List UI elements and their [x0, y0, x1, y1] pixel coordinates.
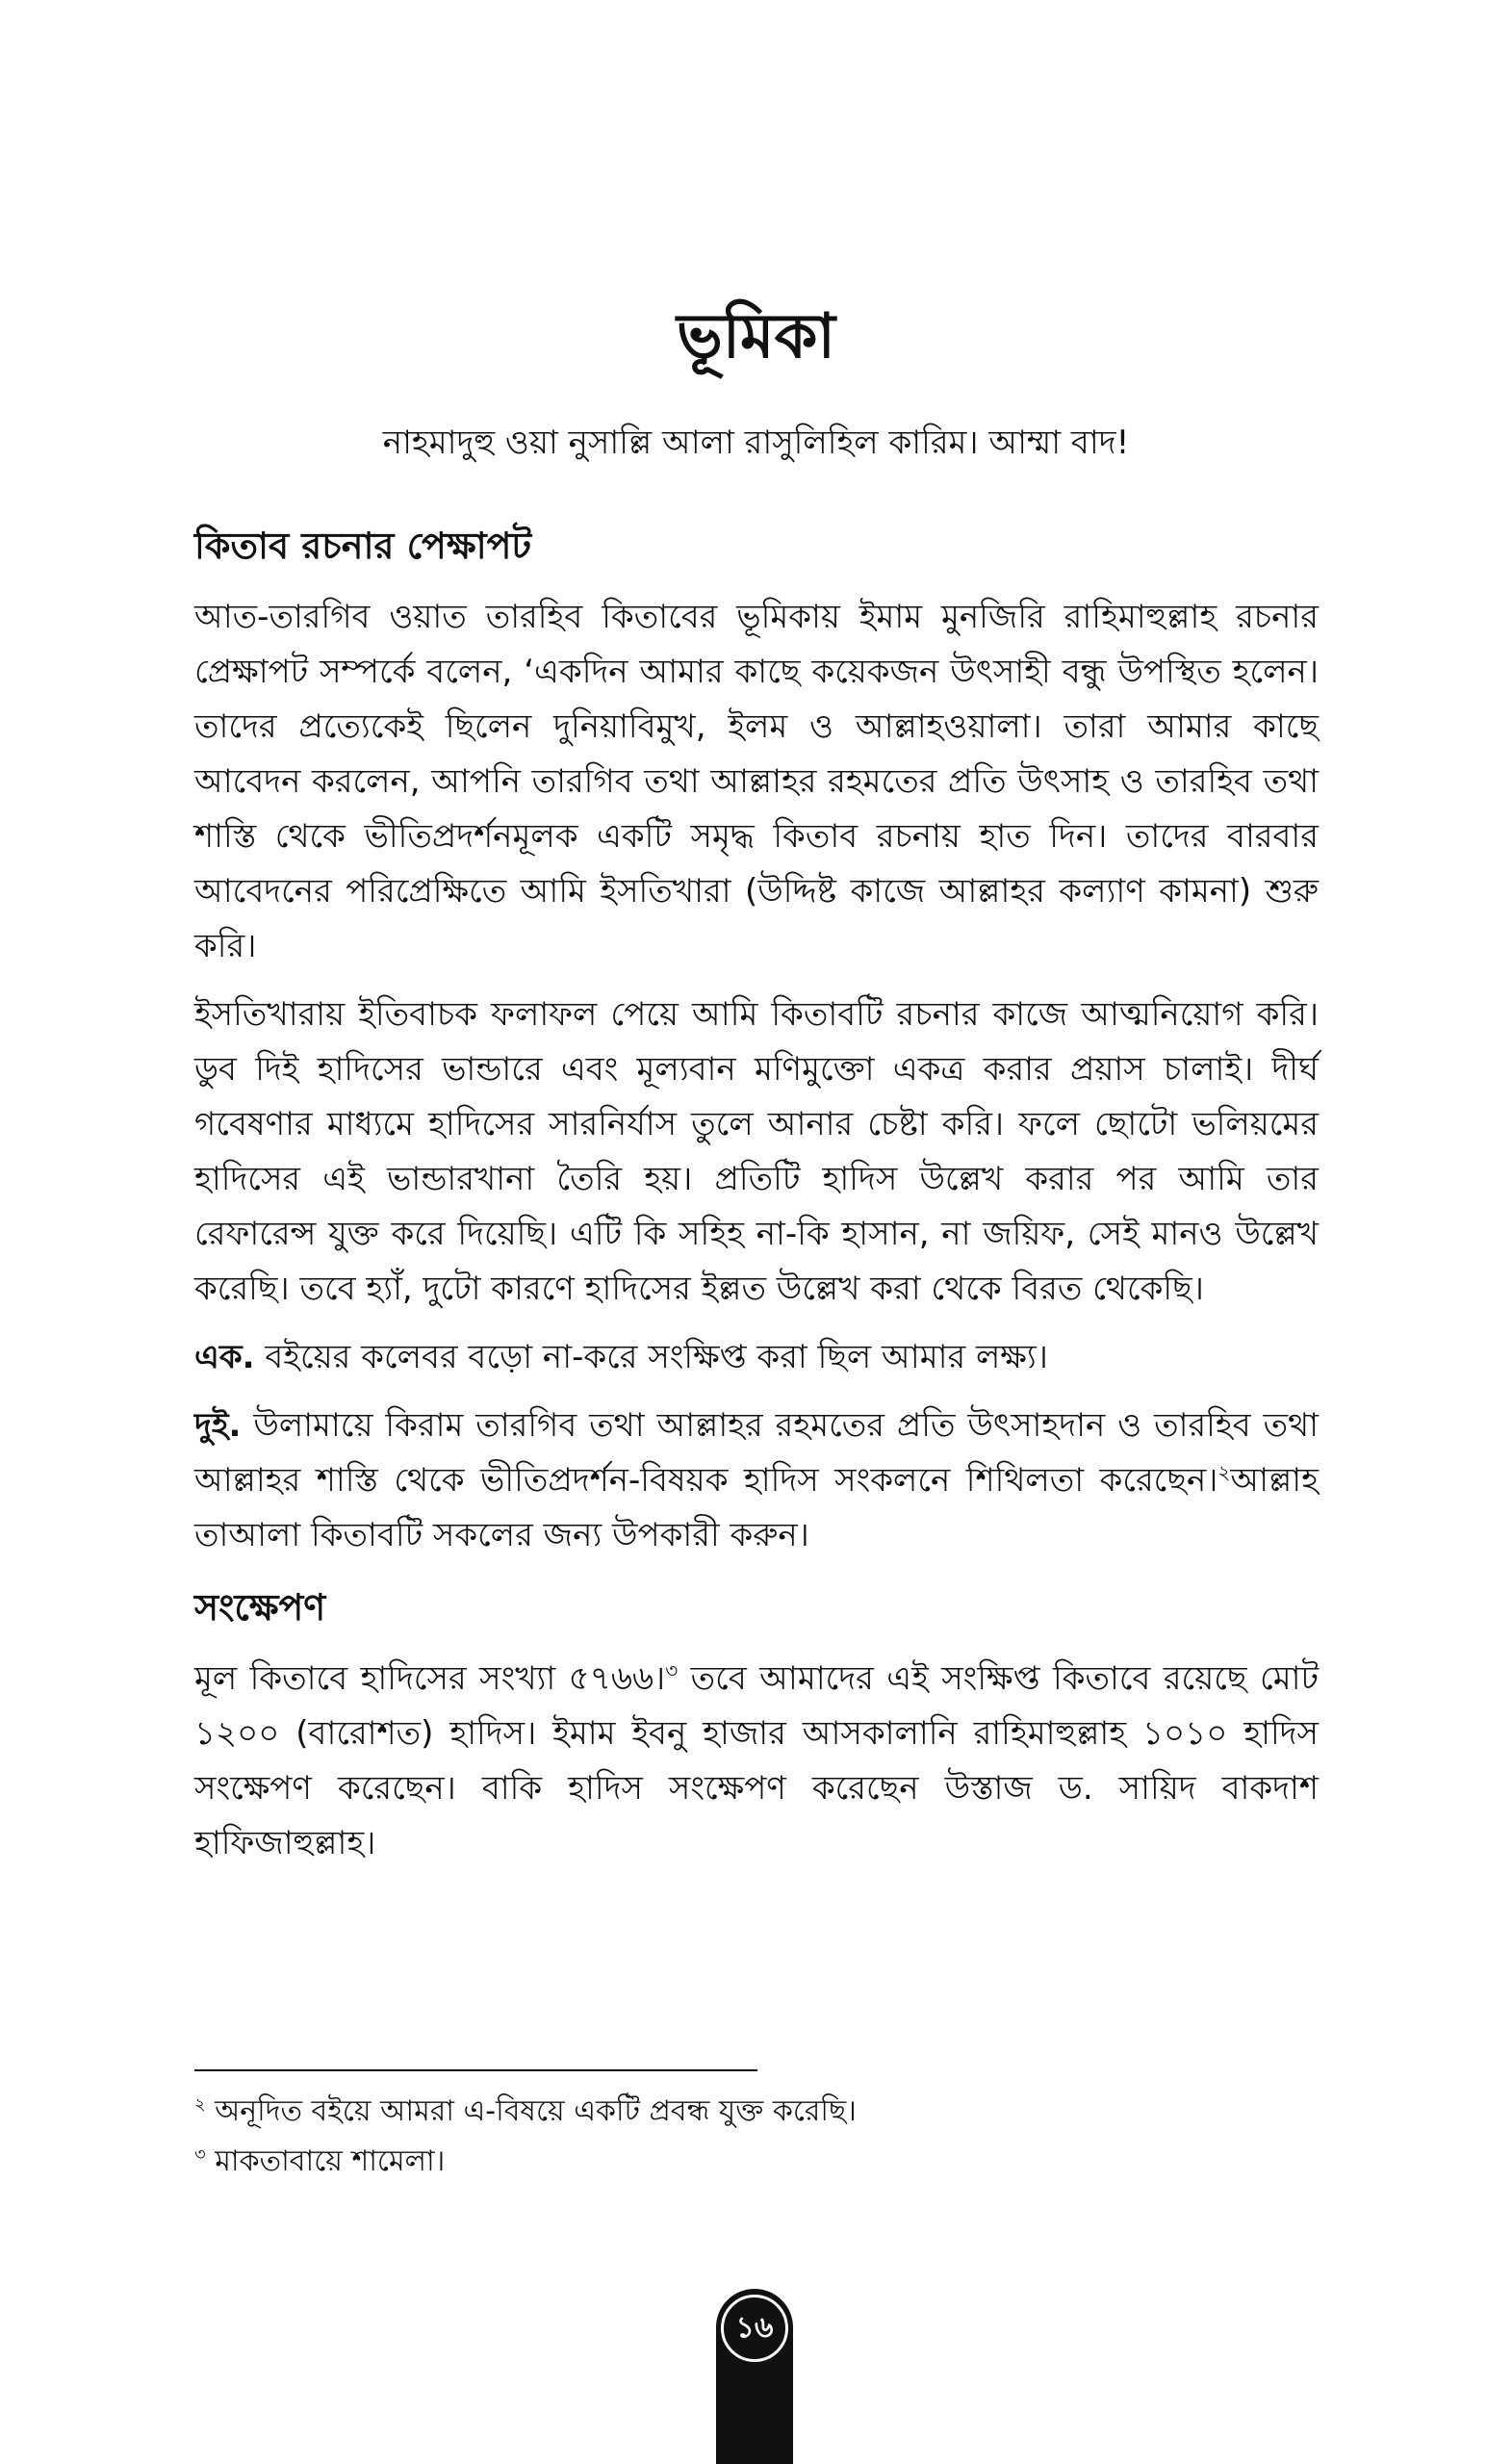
- paragraph-abridgement: [194, 1652, 1319, 1871]
- paragraph-background-1: আত-তারগিব ওয়াত তারহিব কিতাবের ভূমিকায় ইমাম মুনজিরি রাহিমাহুল্লাহ রচনার প্রেক্ষাপট সম্পর্কে বলেন, ‘একদিন আমার কাছে কয়েকজন উৎসাহী বন্ধু উপস্থিত হলেন। তাদের প্রত্যেকেই ছিলেন দুনিয়াবিমুখ, ইলম ও আল্লাহওয়ালা। তারা আমার কাছে আবেদন করলেন, আপনি তারগিব তথা আল্লাহর রহমতের প্রতি উৎসাহ ও তারহিব তথা শাস্তি থেকে ভীতিপ্রদর্শনমূলক একটি সমৃদ্ধ কিতাব রচনায় হাত দিন। তাদের বারবার আবেদনের পরিপ্রেক্ষিতে আমি ইসতিখারা (উদ্দিষ্ট কাজে আল্লাহর কল্যাণ কামনা) শুরু করি।: [194, 598, 1319, 965]
- main-content: [194, 515, 1319, 1885]
- reason-two-text: উলামায়ে কিরাম তারগিব তথা আল্লাহর রহমতের প্রতি উৎসাহদান ও তারহিব তথা আল্লাহর শাস্তি থেকে ভীতিপ্রদর্শন-বিষয়ক হাদিস সংকলনে শিথিলতা করেছেন।: [194, 1406, 1319, 1500]
- paragraph-background-2: ইসতিখারায় ইতিবাচক ফলাফল পেয়ে আমি কিতাবটি রচনার কাজে আত্মনিয়োগ করি। ডুব দিই হাদিসের ভান্ডারে এবং মূল্যবান মণিমুক্তো একত্র করার প্রয়াস চালাই। দীর্ঘ গবেষণার মাধ্যমে হাদিসের সারনির্যাস তুলে আনার চেষ্টা করি। ফলে ছোটো ভলিয়মের হাদিসের এই ভান্ডারখানা তৈরি হয়। প্রতিটি হাদিস উল্লেখ করার পর আমি তার রেফারেন্স যুক্ত করে দিয়েছি। এটি কি সহিহ না-কি হাসান, না জয়িফ, সেই মানও উল্লেখ করেছি। তবে হ্যাঁ, দুটো কারণে হাদিসের ইল্লত উল্লেখ করা থেকে বিরত থেকেছি।: [194, 995, 1319, 1308]
- section-heading-background: কিতাব রচনার পেক্ষাপট: [194, 525, 532, 567]
- abridgement-text-a: মূল কিতাবে হাদিসের সংখ্যা ৫৭৬৬।: [194, 1659, 666, 1698]
- footnote-item: [194, 2087, 1319, 2137]
- salutation: নাহমাদুহু ওয়া নুসাল্লি আলা রাসুলিহিল কারিম। আম্মা বাদ!: [382, 424, 1130, 462]
- footnotes: [194, 2087, 1319, 2187]
- paragraph-reason-two: [194, 1399, 1319, 1563]
- reason-two-label: দুই.: [194, 1406, 242, 1445]
- reason-two-tail: আল্লাহ তাআলা কিতাবটি সকলের জন্য উপকারী করুন।: [194, 1461, 1319, 1554]
- page-title: ভূমিকা: [677, 301, 835, 372]
- paragraph-reason-one: [194, 1330, 1319, 1385]
- footnote-text: অনূদিত বইয়ে আমরা এ-বিষয়ে একটি প্রবন্ধ যুক্ত করেছি।: [205, 2094, 857, 2128]
- footnote-item: [194, 2137, 1319, 2187]
- footnote-mark: ২: [194, 2094, 206, 2115]
- reason-one-text: বইয়ের কলেবর বড়ো না-করে সংক্ষিপ্ত করা ছিল আমার লক্ষ্য।: [254, 1338, 1048, 1376]
- section-heading-abridgement: সংক্ষেপণ: [194, 1586, 326, 1629]
- footnote-divider: [194, 2069, 757, 2071]
- footnote-ref-3: ৩: [665, 1658, 679, 1682]
- reason-one-label: এক.: [194, 1338, 255, 1376]
- footnote-ref-2: ২: [1217, 1460, 1231, 1484]
- footnote-text: মাকতাবায়ে শামেলা।: [205, 2144, 446, 2178]
- footnote-mark: ৩: [194, 2144, 206, 2165]
- page-number: ১৬: [721, 2295, 788, 2362]
- abridgement-text-b: তবে আমাদের এই সংক্ষিপ্ত কিতাবে রয়েছে মোট ১২০০ (বারোশত) হাদিস। ইমাম ইবনু হাজার আসকালানি রাহিমাহুল্লাহ ১০১০ হাদিস সংক্ষেপণ করেছেন। বাকি হাদিস সংক্ষেপণ করেছেন উস্তাজ ড. সায়িদ বাকদাশ হাফিজাহুল্লাহ।: [194, 1659, 1319, 1862]
